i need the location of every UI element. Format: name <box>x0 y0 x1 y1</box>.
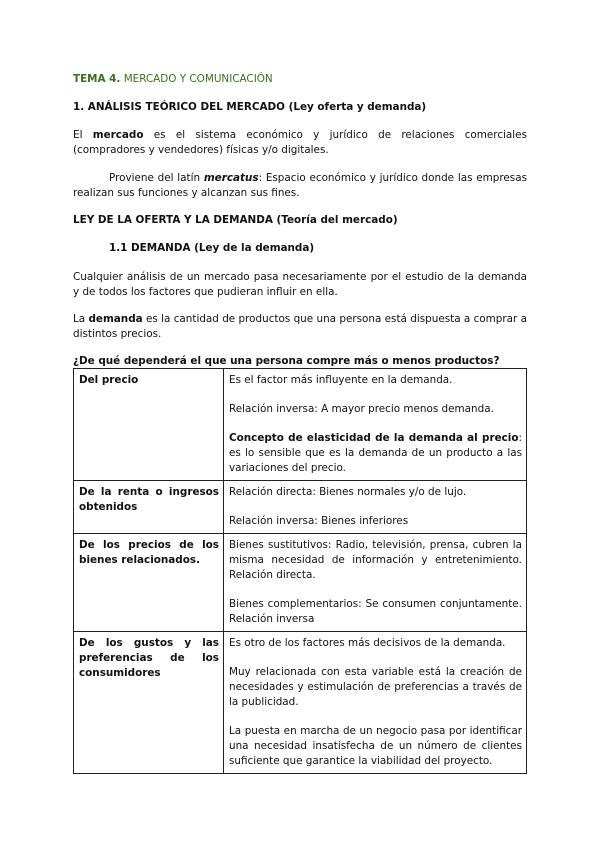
description-cell <box>224 534 527 632</box>
table-row <box>74 632 527 774</box>
mercado-term: mercado <box>92 129 144 141</box>
factor-cell: Del precio <box>74 369 224 481</box>
factors-question: ¿De qué dependerá el que una persona compre más o menos productos? <box>73 355 500 367</box>
demand-definition <box>73 312 527 342</box>
section-1-title: 1. ANÁLISIS TEÓRICO DEL MERCADO (Ley oferta y demanda) <box>73 101 427 113</box>
description-paragraph: Relación directa: Bienes normales y/o de lujo. <box>229 486 467 498</box>
elasticity-term: Concepto de elasticidad de la demanda al precio <box>229 432 519 444</box>
factor-cell: De los precios de los bienes relacionados. <box>74 534 224 632</box>
table-row <box>74 369 527 481</box>
demanda-term: demanda <box>88 313 143 325</box>
description-paragraph: Es otro de los factores más decisivos de la demanda. <box>229 637 506 649</box>
description-paragraph: Es el factor más influyente en la demanda. <box>229 374 453 386</box>
description-cell <box>224 632 527 774</box>
description-paragraph <box>229 431 522 476</box>
description-paragraph: Relación inversa: A mayor precio menos demanda. <box>229 403 494 415</box>
description-cell <box>224 369 527 481</box>
demand-factors-table <box>73 368 527 774</box>
law-title: LEY DE LA OFERTA Y LA DEMANDA (Teoría del mercado) <box>73 214 398 226</box>
factor-cell: De los gustos y las preferencias de los consumidores <box>74 632 224 774</box>
description-cell <box>224 481 527 534</box>
mercado-post: es el sistema económico y jurídico de relaciones comerciales (compradores y vendedores) físicas y/o digitales. <box>73 129 527 156</box>
analysis-paragraph: Cualquier análisis de un mercado pasa necesariamente por el estudio de la demanda y de todos los factores que pudieran influir en ella. <box>73 271 527 298</box>
latin-pre: Proviene del latín <box>109 172 204 184</box>
topic-heading <box>73 72 273 87</box>
factor-cell: De la renta o ingresos obtenidos <box>74 481 224 534</box>
description-paragraph: La puesta en marcha de un negocio pasa por identificar una necesidad insatisfecha de un número de clientes suficiente que garantice la viabilidad del proyecto. <box>229 725 522 767</box>
description-paragraph: Relación inversa: Bienes inferiores <box>229 515 409 527</box>
mercado-pre: El <box>73 129 93 141</box>
elasticity-text: : es lo sensible que es la demanda de un producto a las variaciones del precio. <box>229 432 522 474</box>
table-row <box>74 481 527 534</box>
latin-term: mercatus <box>203 172 259 184</box>
topic-title: MERCADO Y COMUNICACIÓN <box>123 73 273 85</box>
mercado-definition <box>73 128 527 158</box>
description-paragraph: Bienes complementarios: Se consumen conjuntamente. Relación inversa <box>229 598 522 625</box>
topic-number: TEMA 4. <box>73 73 121 85</box>
demanda-post: es la cantidad de productos que una persona está dispuesta a comprar a distintos precios. <box>73 313 527 340</box>
demand-subtitle: 1.1 DEMANDA (Ley de la demanda) <box>109 242 315 254</box>
demanda-pre: La <box>73 313 89 325</box>
latin-origin <box>73 171 527 201</box>
description-paragraph: Bienes sustitutivos: Radio, televisión, prensa, cubren la misma necesidad de información y entretenimiento. Relación directa. <box>229 539 522 581</box>
table-row <box>74 534 527 632</box>
description-paragraph: Muy relacionada con esta variable está la creación de necesidades y estimulación de preferencias a través de la publicidad. <box>229 666 522 708</box>
latin-post: : Espacio económico y jurídico donde las empresas realizan sus funciones y alcanzan sus fines. <box>73 172 527 199</box>
